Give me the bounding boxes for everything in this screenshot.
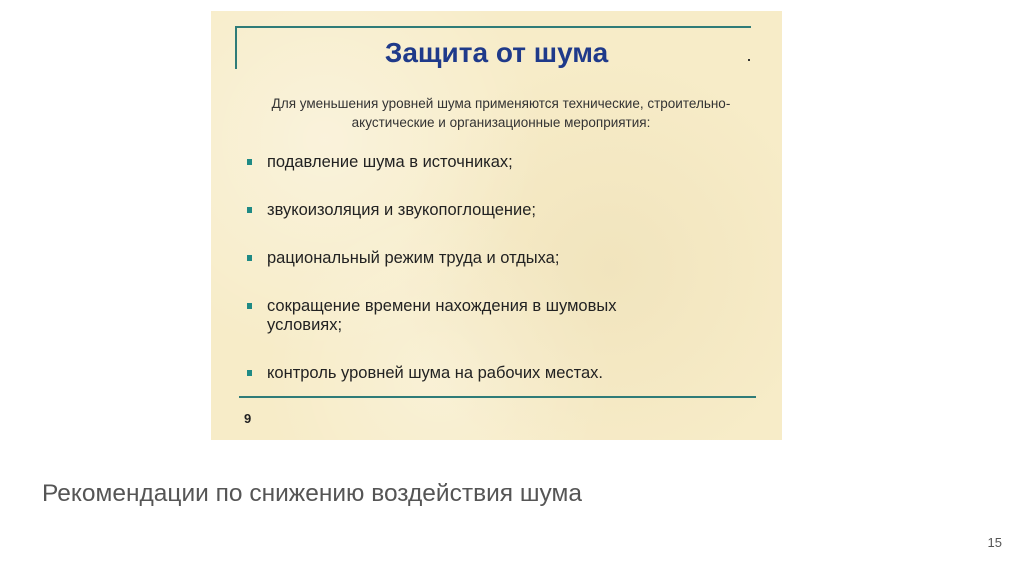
square-bullet-icon [247, 255, 252, 261]
bullet-item [245, 297, 687, 335]
slide-number: 9 [244, 411, 252, 426]
bullet-item [245, 249, 745, 268]
top-divider-line [235, 26, 751, 28]
square-bullet-icon [247, 207, 252, 213]
bullet-text: звукоизоляция и звукопоглощение; [267, 201, 536, 219]
bullet-item [245, 201, 745, 220]
slide-title: Защита от шума [384, 37, 609, 68]
slide-caption: Рекомендации по снижению воздействия шума [42, 480, 582, 507]
bullet-text: рациональный режим труда и отдыха; [267, 249, 560, 267]
square-bullet-icon [247, 303, 252, 309]
square-bullet-icon [247, 159, 252, 165]
bullet-list [245, 153, 745, 383]
bullet-text: подавление шума в источниках; [267, 153, 513, 171]
bullet-item [245, 364, 745, 383]
bullet-item [245, 153, 745, 172]
square-bullet-icon [247, 370, 252, 376]
bottom-divider-line [239, 396, 756, 398]
bullet-text: сокращение времени нахождения в шумовых условиях; [267, 297, 617, 334]
bullet-text: контроль уровней шума на рабочих местах. [267, 364, 604, 382]
slide-intro-text: Для уменьшения уровней шума применяются технические, строительно-акустические и организационные мероприятия: [271, 96, 731, 130]
page-number: 15 [987, 535, 1002, 550]
slide-image [211, 11, 782, 440]
